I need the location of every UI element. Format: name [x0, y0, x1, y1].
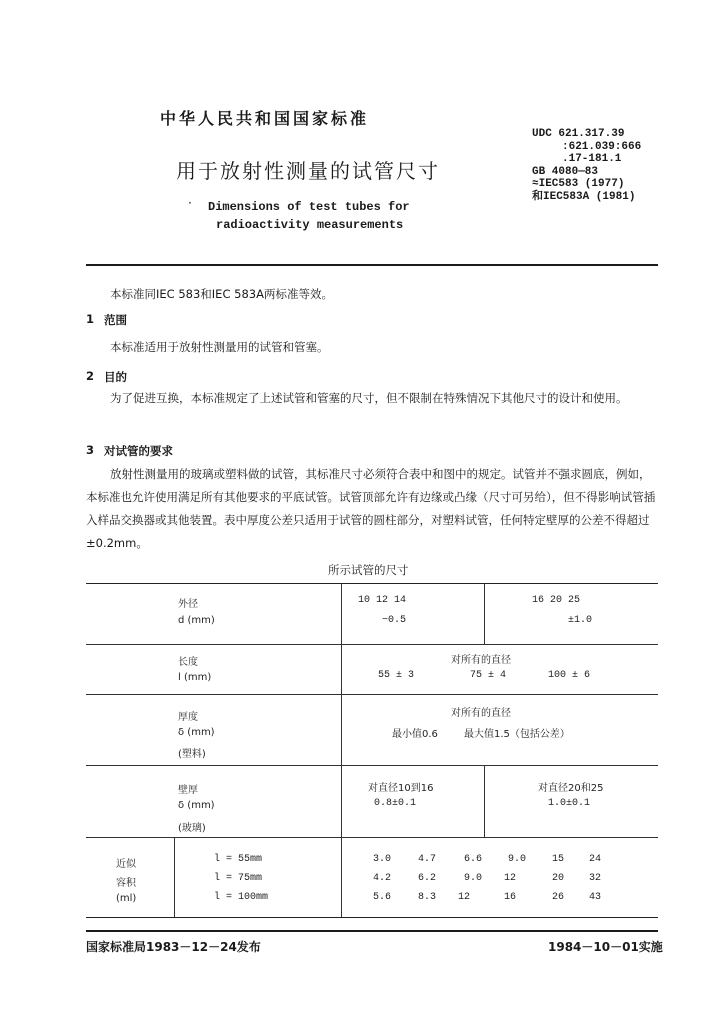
thickness-note: 对所有的直径: [451, 708, 511, 719]
thickness-min: 最小值0.6: [392, 729, 438, 740]
section-3-text: 放射性测量用的玻璃或塑料做的试管，其标准尺寸必须符合表中和图中的规定。试管并不强求圆底，例如，本标准也允许使用满足所有其他要求的平底试管。试管顶部允许有边缘或凸缘（尺寸可另给），但不得影响试管插入样品交换器或其他装置。表中厚度公差只适用于试管的圆柱部分，对塑料试管，任何特定壁厚的公差不得超过±0.2mm。: [86, 467, 656, 550]
outer-diameter-small-tolerance: −0.5: [382, 615, 407, 626]
outer-diameter-large-values: 16 20 25: [532, 595, 581, 606]
section-1-heading: 范围: [104, 313, 127, 327]
row-divider: [86, 694, 658, 695]
wall-thickness-label: 壁厚: [178, 785, 198, 796]
document-title-en-line2: radioactivity measurements: [216, 218, 404, 232]
column-divider: [484, 584, 485, 644]
document-title-cn: 用于放射性测量的试管尺寸: [176, 159, 440, 183]
udc-line: :621.039:666: [562, 140, 642, 153]
section-3-number: 3: [86, 443, 95, 457]
volume-cell: 9.0: [464, 873, 483, 884]
udc-line: .17-181.1: [562, 153, 622, 165]
volume-label-line: (ml): [116, 893, 137, 904]
national-standard-heading: 中华人民共和国国家标准: [160, 109, 370, 128]
volume-cell: 24: [589, 854, 602, 865]
udc-line: UDC 621.317.39: [532, 128, 625, 140]
effective-date: 1984－10－01实施: [548, 940, 663, 954]
column-divider: [174, 837, 175, 917]
volume-cell: 26: [552, 892, 565, 903]
row-divider: [86, 765, 658, 766]
section-2-number: 2: [86, 369, 95, 383]
volume-cell: 12: [504, 873, 517, 884]
gb-number: GB 4080—83: [532, 165, 599, 178]
volume-cell: 6.2: [418, 873, 437, 884]
volume-cell: 20: [552, 873, 565, 884]
length-label: 长度: [178, 657, 198, 668]
volume-cell: 32: [589, 873, 602, 884]
volume-condition: l = 100mm: [214, 892, 269, 903]
dimensions-table: [86, 583, 658, 918]
section-2-heading: 目的: [104, 370, 127, 384]
thickness-max: 最大值1.5（包括公差）: [464, 729, 570, 740]
classification-block: [532, 128, 641, 203]
section-1-text: 本标准适用于放射性测量用的试管和管塞。: [110, 340, 329, 354]
outer-diameter-small-values: 10 12 14: [358, 595, 407, 606]
volume-condition: l = 55mm: [214, 854, 263, 865]
length-value-55: 55 ± 3: [378, 670, 415, 681]
volume-cell: 43: [589, 892, 602, 903]
length-unit: l (mm): [178, 672, 212, 683]
volume-cell: 6.6: [464, 854, 483, 865]
outer-diameter-unit: d (mm): [178, 615, 215, 626]
volume-cell: 8.3: [418, 892, 437, 903]
section-3-heading: 对试管的要求: [104, 444, 173, 458]
volume-label-line: 近似: [116, 859, 136, 870]
row-divider: [86, 837, 658, 838]
section-2-text: 为了促进互换，本标准规定了上述试管和管塞的尺寸，但不限制在特殊情况下其他尺寸的设计和使用。: [110, 391, 628, 405]
row-divider: [86, 644, 658, 645]
wall-small-diameter-note: 对直径10到16: [368, 783, 434, 794]
length-note: 对所有的直径: [451, 655, 511, 666]
wall-thickness-material: (玻璃): [178, 823, 206, 834]
header-divider: [86, 264, 658, 266]
wall-thickness-unit: δ (mm): [178, 800, 215, 811]
length-value-75: 75 ± 4: [470, 670, 507, 681]
title-bullet: ·: [188, 196, 192, 210]
column-divider: [484, 765, 485, 837]
outer-diameter-label: 外径: [178, 599, 198, 610]
wall-large-diameter-value: 1.0±0.1: [548, 798, 591, 809]
volume-cell: 3.0: [373, 854, 392, 865]
table-caption: 所示试管的尺寸: [328, 563, 409, 577]
volume-condition: l = 75mm: [214, 873, 263, 884]
iec-equivalence: ≈IEC583 (1977): [532, 178, 625, 190]
volume-cell: 12: [458, 892, 471, 903]
section-1-number: 1: [86, 312, 95, 326]
outer-diameter-large-tolerance: ±1.0: [568, 615, 593, 626]
issue-date: 国家标准局1983－12－24发布: [86, 940, 261, 954]
thickness-unit: δ (mm): [178, 727, 215, 738]
volume-cell: 9.0: [508, 854, 527, 865]
document-title-en-line1: Dimensions of test tubes for: [208, 200, 410, 214]
thickness-label: 厚度: [178, 712, 198, 723]
volume-cell: 4.7: [418, 854, 437, 865]
volume-cell: 4.2: [373, 873, 392, 884]
volume-label-line: 容积: [116, 878, 136, 889]
footer-divider: [86, 930, 658, 932]
wall-large-diameter-note: 对直径20和25: [538, 783, 604, 794]
column-divider: [341, 584, 342, 917]
length-value-100: 100 ± 6: [548, 670, 591, 681]
wall-small-diameter-value: 0.8±0.1: [374, 798, 417, 809]
volume-cell: 16: [504, 892, 517, 903]
thickness-material: (塑料): [178, 749, 206, 760]
volume-cell: 5.6: [373, 892, 392, 903]
intro-statement: 本标准同IEC 583和IEC 583A两标准等效。: [110, 287, 333, 301]
volume-cell: 15: [552, 854, 565, 865]
iec-equivalence: 和IEC583A (1981): [532, 190, 636, 203]
